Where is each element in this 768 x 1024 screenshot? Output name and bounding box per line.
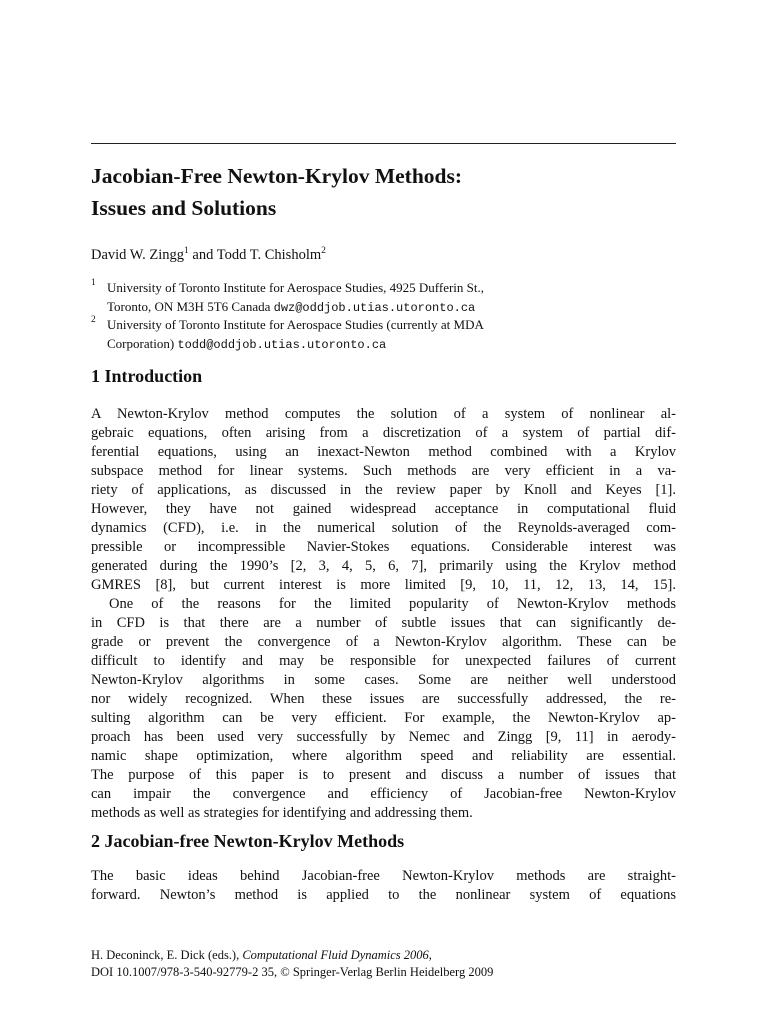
affiliation-2-line-2 [107,334,676,355]
text-line: Newton-Krylov algorithms in some cases. Some are neither well understood [91,672,676,688]
text-line: generated during the 1990’s [2, 3, 4, 5, 6, 7], primarily using the Krylov method [91,558,676,574]
affiliation-1 [91,278,676,318]
page-footer [91,947,676,981]
text-line: namic shape optimization, where algorithm speed and reliability are essential. [91,748,676,764]
text-line: pressible or incompressible Navier-Stokes equations. Considerable interest was [91,539,676,555]
affiliation-1-email[interactable]: dwz@oddjob.utias.utoronto.ca [273,301,476,315]
text-line: subspace method for linear systems. Such methods are very efficient in a va- [91,463,676,479]
section-heading-jfnk: 2 Jacobian-free Newton-Krylov Methods [91,831,405,851]
footer-line-1 [91,947,676,964]
author-1-mark: 1 [184,246,189,256]
affiliation-1-mark: 1 [91,278,96,288]
paper-title [91,160,676,224]
text-line: ferential equations, using an inexact-Newton method combined with a Krylov [91,444,676,460]
section-heading-introduction: 1 Introduction [91,366,203,386]
footer-comma: , [428,948,432,962]
text-line: One of the reasons for the limited popularity of Newton-Krylov methods [109,596,676,612]
text-line: GMRES [8], but current interest is more limited [9, 10, 11, 12, 13, 14, 15]. [91,577,676,593]
affiliation-1-line-1: University of Toronto Institute for Aerospace Studies, 4925 Dufferin St., [107,280,484,295]
footer-editors: H. Deconinck, E. Dick (eds.), [91,948,243,962]
section-2-paragraph-1 [91,867,676,905]
text-line: difficult to identify and may be responsible for unexpected failures of current [91,653,676,669]
footer-doi-line: DOI 10.1007/978-3-540-92779-2 35, © Springer-Verlag Berlin Heidelberg 2009 [91,965,494,979]
affiliation-2-org: Corporation) [107,336,178,351]
text-line: However, they have not gained widespread acceptance in computational fluid [91,501,676,517]
affiliation-2-line-1: University of Toronto Institute for Aerospace Studies (currently at MDA [107,317,484,332]
text-line: gebraic equations, often arising from a discretization of a system of partial dif- [91,425,676,441]
text-line: A Newton-Krylov method computes the solution of a system of nonlinear al- [91,406,676,422]
text-line: The basic ideas behind Jacobian-free Newton-Krylov methods are straight- [91,868,676,884]
text-line: sulting algorithm can be very efficient. For example, the Newton-Krylov ap- [91,710,676,726]
text-line: in CFD is that there are a number of subtle issues that can significantly de- [91,615,676,631]
author-1: David W. Zingg [91,247,185,263]
text-line: methods as well as strategies for identifying and addressing them. [91,805,473,821]
text-line: grade or prevent the convergence of a Newton-Krylov algorithm. These can be [91,634,676,650]
intro-paragraph-2 [91,595,676,823]
affiliation-2-mark: 2 [91,315,96,325]
text-line: dynamics (CFD), i.e. in the numerical solution of the Reynolds-averaged com- [91,520,676,536]
author-list [91,245,676,265]
title-line-1: Jacobian-Free Newton-Krylov Methods: [91,164,463,188]
affiliation-1-address: Toronto, ON M3H 5T6 Canada [107,299,274,314]
author-2-mark: 2 [321,246,326,256]
affiliation-2-email[interactable]: todd@oddjob.utias.utoronto.ca [177,338,387,352]
affiliation-2 [91,315,676,355]
text-line: forward. Newton’s method is applied to the nonlinear system of equations [91,887,676,903]
title-line-2: Issues and Solutions [91,196,277,220]
text-line: can impair the convergence and efficiency of Jacobian-free Newton-Krylov [91,786,676,802]
text-line: nor widely recognized. When these issues are successfully addressed, the re- [91,691,676,707]
intro-paragraph-1 [91,405,676,595]
text-line: The purpose of this paper is to present and discuss a number of issues that [91,767,676,783]
footer-book-title: Computational Fluid Dynamics 2006 [242,948,429,962]
text-line: proach has been used very successfully by Nemec and Zingg [9, 11] in aerody- [91,729,676,745]
author-2: Todd T. Chisholm [216,247,322,263]
text-line: riety of applications, as discussed in the review paper by Knoll and Keyes [1]. [91,482,676,498]
top-rule [91,143,676,144]
author-conjunction: and [188,247,217,263]
